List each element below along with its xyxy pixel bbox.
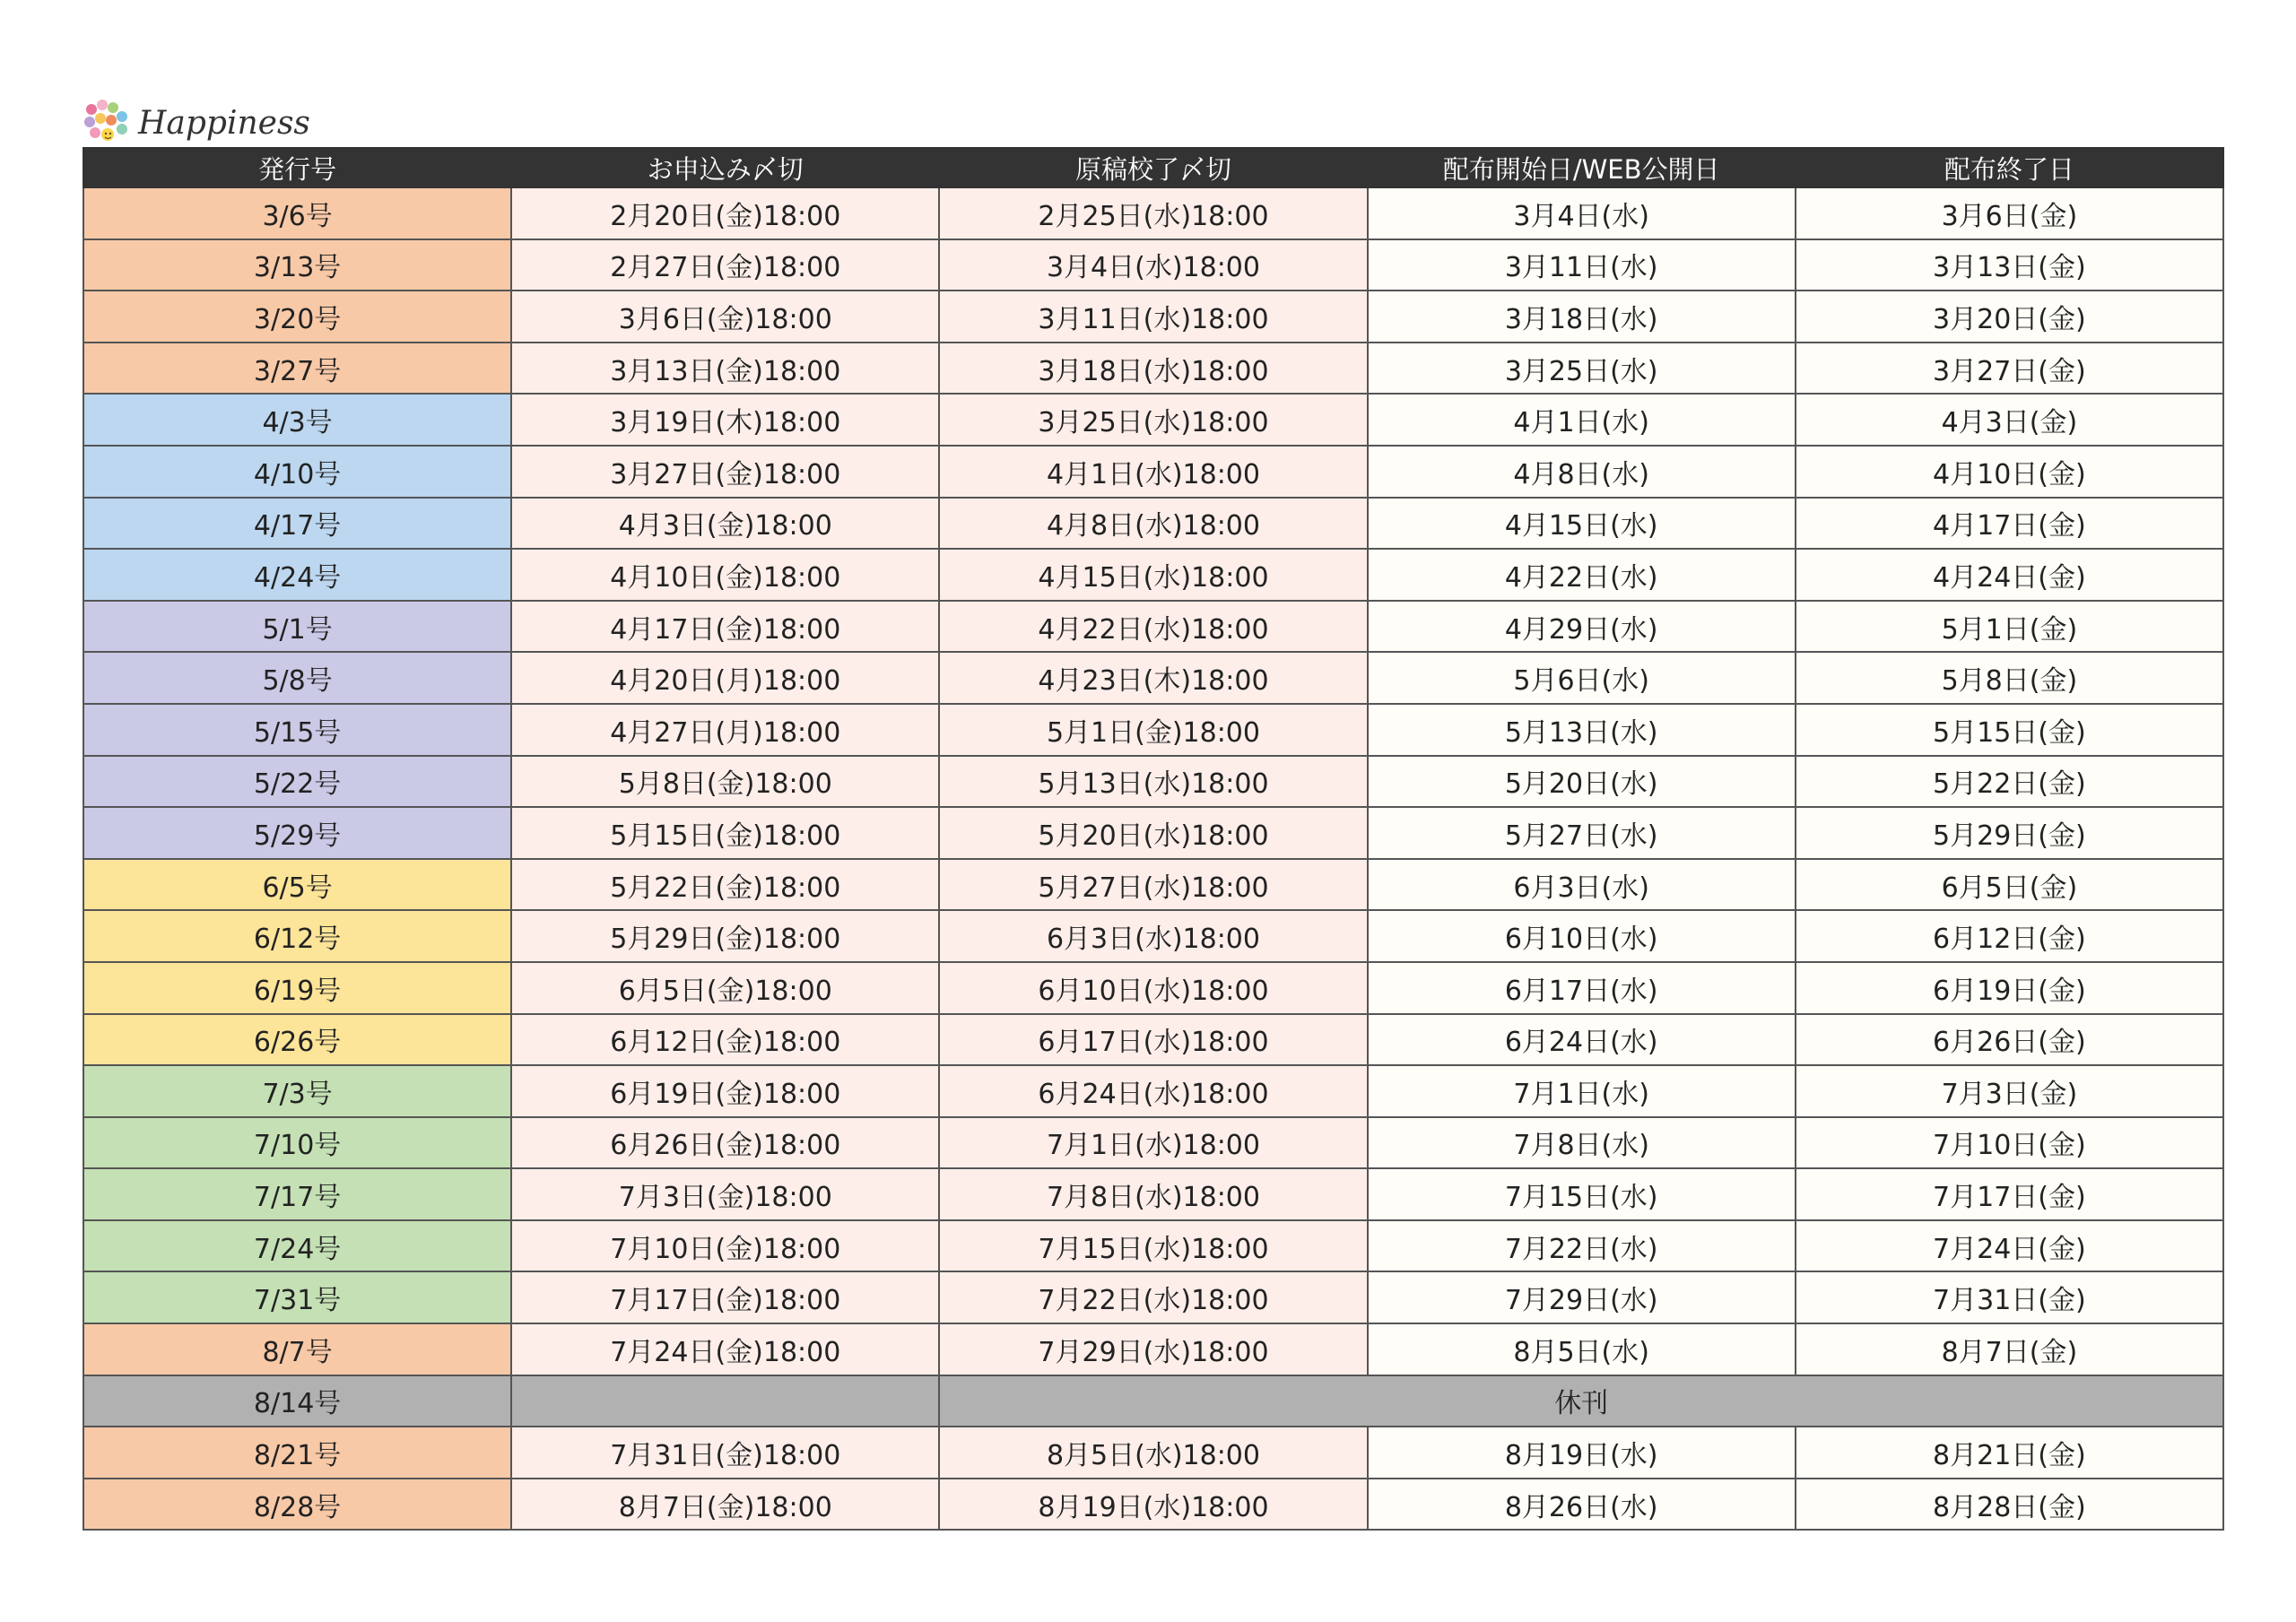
issue-cell: 7/31号	[83, 1271, 511, 1323]
table-row	[83, 1271, 2223, 1323]
proof-deadline-cell: 5月1日(金)18:00	[939, 704, 1367, 756]
proof-deadline-cell: 6月17日(水)18:00	[939, 1014, 1367, 1066]
distribution-end-cell: 6月12日(金)	[1796, 910, 2223, 962]
distribution-end-cell: 6月19日(金)	[1796, 962, 2223, 1014]
distribution-end-cell: 5月15日(金)	[1796, 704, 2223, 756]
issue-cell: 7/24号	[83, 1220, 511, 1272]
logo-text: Happiness	[138, 104, 310, 142]
table-row	[83, 1375, 2223, 1427]
issue-cell: 5/15号	[83, 704, 511, 756]
table-row	[83, 498, 2223, 550]
table-row	[83, 807, 2223, 859]
distribution-start-cell: 4月29日(水)	[1368, 601, 1796, 653]
proof-deadline-cell: 2月25日(水)18:00	[939, 187, 1367, 239]
apply-deadline-cell: 5月22日(金)18:00	[511, 859, 939, 911]
distribution-start-cell: 3月18日(水)	[1368, 291, 1796, 343]
distribution-end-cell: 8月7日(金)	[1796, 1323, 2223, 1375]
proof-deadline-cell: 4月15日(水)18:00	[939, 549, 1367, 601]
issue-cell: 7/10号	[83, 1117, 511, 1169]
table-row	[83, 549, 2223, 601]
table-row	[83, 704, 2223, 756]
distribution-start-cell: 6月24日(水)	[1368, 1014, 1796, 1066]
proof-deadline-cell: 8月5日(水)18:00	[939, 1427, 1367, 1479]
apply-deadline-cell: 3月19日(木)18:00	[511, 394, 939, 446]
table-row	[83, 394, 2223, 446]
distribution-start-cell: 8月19日(水)	[1368, 1427, 1796, 1479]
apply-deadline-cell: 5月29日(金)18:00	[511, 910, 939, 962]
distribution-start-cell: 6月17日(水)	[1368, 962, 1796, 1014]
table-row	[83, 601, 2223, 653]
apply-deadline-cell: 7月31日(金)18:00	[511, 1427, 939, 1479]
issue-cell: 4/3号	[83, 394, 511, 446]
table-row	[83, 291, 2223, 343]
issue-cell: 6/5号	[83, 859, 511, 911]
table-row	[83, 1065, 2223, 1117]
table-row	[83, 859, 2223, 911]
distribution-end-cell: 7月10日(金)	[1796, 1117, 2223, 1169]
proof-deadline-cell: 6月3日(水)18:00	[939, 910, 1367, 962]
table-row	[83, 1479, 2223, 1531]
apply-deadline-cell: 6月12日(金)18:00	[511, 1014, 939, 1066]
table-row	[83, 446, 2223, 498]
issue-cell: 3/13号	[83, 239, 511, 291]
issue-cell: 4/10号	[83, 446, 511, 498]
issue-cell: 8/7号	[83, 1323, 511, 1375]
apply-deadline-cell: 7月3日(金)18:00	[511, 1168, 939, 1220]
distribution-end-cell: 5月1日(金)	[1796, 601, 2223, 653]
distribution-start-cell: 4月22日(水)	[1368, 549, 1796, 601]
distribution-start-cell: 5月27日(水)	[1368, 807, 1796, 859]
apply-deadline-cell: 3月13日(金)18:00	[511, 343, 939, 395]
distribution-start-cell: 5月6日(水)	[1368, 652, 1796, 704]
issue-cell: 5/22号	[83, 756, 511, 808]
table-row	[83, 343, 2223, 395]
proof-deadline-cell: 4月8日(水)18:00	[939, 498, 1367, 550]
distribution-start-cell: 3月4日(水)	[1368, 187, 1796, 239]
apply-deadline-cell: 6月19日(金)18:00	[511, 1065, 939, 1117]
header-issue: 発行号	[83, 148, 511, 187]
issue-cell: 8/28号	[83, 1479, 511, 1531]
distribution-end-cell: 7月3日(金)	[1796, 1065, 2223, 1117]
issue-cell: 7/17号	[83, 1168, 511, 1220]
distribution-end-cell: 7月31日(金)	[1796, 1271, 2223, 1323]
distribution-start-cell: 5月20日(水)	[1368, 756, 1796, 808]
distribution-start-cell: 3月11日(水)	[1368, 239, 1796, 291]
distribution-end-cell: 8月28日(金)	[1796, 1479, 2223, 1531]
proof-deadline-cell: 4月1日(水)18:00	[939, 446, 1367, 498]
distribution-end-cell: 7月24日(金)	[1796, 1220, 2223, 1272]
table-row	[83, 1117, 2223, 1169]
issue-cell: 8/21号	[83, 1427, 511, 1479]
table-row	[83, 1014, 2223, 1066]
apply-deadline-cell: 4月3日(金)18:00	[511, 498, 939, 550]
table-row	[83, 1168, 2223, 1220]
apply-deadline-cell: 3月27日(金)18:00	[511, 446, 939, 498]
distribution-end-cell: 4月10日(金)	[1796, 446, 2223, 498]
distribution-end-cell: 6月26日(金)	[1796, 1014, 2223, 1066]
proof-deadline-cell: 3月18日(水)18:00	[939, 343, 1367, 395]
distribution-end-cell: 4月3日(金)	[1796, 394, 2223, 446]
distribution-end-cell: 7月17日(金)	[1796, 1168, 2223, 1220]
distribution-start-cell: 7月22日(水)	[1368, 1220, 1796, 1272]
proof-deadline-cell: 8月19日(水)18:00	[939, 1479, 1367, 1531]
distribution-end-cell: 5月29日(金)	[1796, 807, 2223, 859]
proof-deadline-cell: 7月29日(水)18:00	[939, 1323, 1367, 1375]
closed-label: 休刊	[939, 1375, 2223, 1427]
issue-cell: 3/6号	[83, 187, 511, 239]
table-row	[83, 652, 2223, 704]
table-row	[83, 239, 2223, 291]
apply-deadline-cell: 4月27日(月)18:00	[511, 704, 939, 756]
table-row	[83, 1323, 2223, 1375]
table-row	[83, 910, 2223, 962]
proof-deadline-cell: 5月13日(水)18:00	[939, 756, 1367, 808]
distribution-start-cell: 7月8日(水)	[1368, 1117, 1796, 1169]
apply-deadline-cell: 2月27日(金)18:00	[511, 239, 939, 291]
distribution-end-cell: 3月6日(金)	[1796, 187, 2223, 239]
header-distribution-end: 配布終了日	[1796, 148, 2223, 187]
apply-deadline-cell: 4月17日(金)18:00	[511, 601, 939, 653]
table-row	[83, 962, 2223, 1014]
distribution-end-cell: 4月24日(金)	[1796, 549, 2223, 601]
distribution-end-cell: 5月22日(金)	[1796, 756, 2223, 808]
apply-deadline-cell: 6月26日(金)18:00	[511, 1117, 939, 1169]
distribution-end-cell: 6月5日(金)	[1796, 859, 2223, 911]
table-row	[83, 187, 2223, 239]
distribution-end-cell: 4月17日(金)	[1796, 498, 2223, 550]
apply-deadline-cell: 7月10日(金)18:00	[511, 1220, 939, 1272]
proof-deadline-cell: 6月10日(水)18:00	[939, 962, 1367, 1014]
closed-blank-cell	[511, 1375, 939, 1427]
logo	[83, 97, 310, 149]
apply-deadline-cell: 6月5日(金)18:00	[511, 962, 939, 1014]
distribution-start-cell: 8月5日(水)	[1368, 1323, 1796, 1375]
issue-cell: 5/1号	[83, 601, 511, 653]
proof-deadline-cell: 3月11日(水)18:00	[939, 291, 1367, 343]
distribution-start-cell: 7月1日(水)	[1368, 1065, 1796, 1117]
apply-deadline-cell: 4月20日(月)18:00	[511, 652, 939, 704]
distribution-start-cell: 4月8日(水)	[1368, 446, 1796, 498]
distribution-end-cell: 5月8日(金)	[1796, 652, 2223, 704]
header-row	[83, 148, 2223, 187]
distribution-start-cell: 5月13日(水)	[1368, 704, 1796, 756]
apply-deadline-cell: 7月17日(金)18:00	[511, 1271, 939, 1323]
table-row	[83, 1220, 2223, 1272]
distribution-end-cell: 8月21日(金)	[1796, 1427, 2223, 1479]
proof-deadline-cell: 4月23日(木)18:00	[939, 652, 1367, 704]
apply-deadline-cell: 8月7日(金)18:00	[511, 1479, 939, 1531]
proof-deadline-cell: 5月20日(水)18:00	[939, 807, 1367, 859]
issue-cell: 3/20号	[83, 291, 511, 343]
schedule-table	[83, 147, 2224, 1531]
apply-deadline-cell: 3月6日(金)18:00	[511, 291, 939, 343]
proof-deadline-cell: 7月15日(水)18:00	[939, 1220, 1367, 1272]
distribution-end-cell: 3月20日(金)	[1796, 291, 2223, 343]
distribution-start-cell: 6月3日(水)	[1368, 859, 1796, 911]
issue-cell: 4/17号	[83, 498, 511, 550]
header-proof-deadline: 原稿校了〆切	[939, 148, 1367, 187]
issue-cell: 5/8号	[83, 652, 511, 704]
issue-cell: 6/26号	[83, 1014, 511, 1066]
apply-deadline-cell: 7月24日(金)18:00	[511, 1323, 939, 1375]
distribution-start-cell: 7月29日(水)	[1368, 1271, 1796, 1323]
issue-cell: 5/29号	[83, 807, 511, 859]
distribution-start-cell: 7月15日(水)	[1368, 1168, 1796, 1220]
apply-deadline-cell: 5月15日(金)18:00	[511, 807, 939, 859]
distribution-end-cell: 3月13日(金)	[1796, 239, 2223, 291]
distribution-start-cell: 4月1日(水)	[1368, 394, 1796, 446]
proof-deadline-cell: 7月1日(水)18:00	[939, 1117, 1367, 1169]
proof-deadline-cell: 5月27日(水)18:00	[939, 859, 1367, 911]
proof-deadline-cell: 3月4日(水)18:00	[939, 239, 1367, 291]
table-row	[83, 756, 2223, 808]
distribution-start-cell: 4月15日(水)	[1368, 498, 1796, 550]
proof-deadline-cell: 3月25日(水)18:00	[939, 394, 1367, 446]
header-apply-deadline: お申込み〆切	[511, 148, 939, 187]
issue-cell: 8/14号	[83, 1375, 511, 1427]
issue-cell: 6/19号	[83, 962, 511, 1014]
distribution-start-cell: 8月26日(水)	[1368, 1479, 1796, 1531]
proof-deadline-cell: 6月24日(水)18:00	[939, 1065, 1367, 1117]
flower-dots-icon	[83, 99, 131, 147]
issue-cell: 6/12号	[83, 910, 511, 962]
distribution-start-cell: 3月25日(水)	[1368, 343, 1796, 395]
apply-deadline-cell: 4月10日(金)18:00	[511, 549, 939, 601]
apply-deadline-cell: 2月20日(金)18:00	[511, 187, 939, 239]
proof-deadline-cell: 7月8日(水)18:00	[939, 1168, 1367, 1220]
issue-cell: 3/27号	[83, 343, 511, 395]
issue-cell: 7/3号	[83, 1065, 511, 1117]
issue-cell: 4/24号	[83, 549, 511, 601]
apply-deadline-cell: 5月8日(金)18:00	[511, 756, 939, 808]
proof-deadline-cell: 7月22日(水)18:00	[939, 1271, 1367, 1323]
distribution-start-cell: 6月10日(水)	[1368, 910, 1796, 962]
header-distribution-start: 配布開始日/WEB公開日	[1368, 148, 1796, 187]
table-row	[83, 1427, 2223, 1479]
proof-deadline-cell: 4月22日(水)18:00	[939, 601, 1367, 653]
distribution-end-cell: 3月27日(金)	[1796, 343, 2223, 395]
